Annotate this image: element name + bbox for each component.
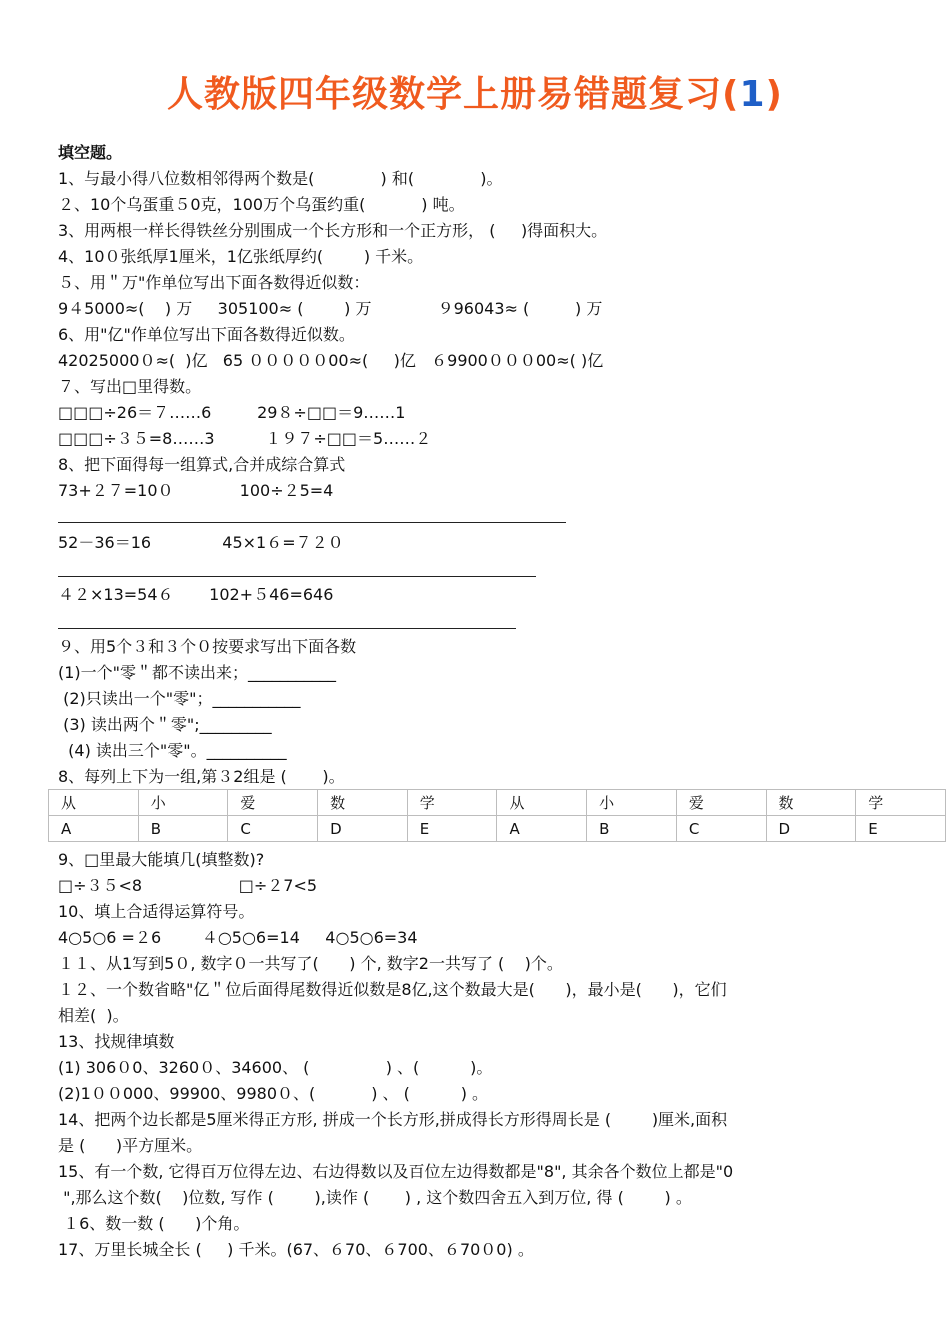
table-cell: D	[766, 816, 856, 842]
question-line: 73+２７=10０ 100÷２5=4	[58, 481, 334, 500]
question-line: 9、□里最大能填几(填整数)?	[58, 850, 265, 869]
question-line: 42025000０≈( )亿 65 ０００００00≈( )亿 ６9900０００00≈( )亿	[58, 351, 604, 370]
page-title-close: )	[765, 74, 783, 115]
page-title-number: 1	[739, 74, 766, 115]
table-cell: 学	[856, 790, 946, 816]
answer-rule	[58, 522, 566, 523]
question-line: 10、填上合适得运算符号。	[58, 902, 255, 921]
question-line: (3) 读出两个＂零";_________	[58, 715, 272, 734]
table-cell: 爱	[228, 790, 318, 816]
question-line: ４２×13=54６ 102+５46=646	[58, 585, 334, 604]
question-line: ",那么这个数( )位数, 写作 ( ),读作 ( ) , 这个数四舍五入到万位, 得 ( ) 。	[58, 1188, 692, 1207]
question-line: ７、写出□里得数。	[58, 377, 202, 396]
question-line: 6、用"亿"作单位写出下面各数得近似数。	[58, 325, 355, 344]
table-cell: B	[138, 816, 228, 842]
table-cell: C	[676, 816, 766, 842]
table-cell: 小	[587, 790, 677, 816]
table-cell: 从	[497, 790, 587, 816]
question-line: ２、10个乌蛋重５0克，100万个乌蛋约重( ) 吨。	[58, 195, 465, 214]
question-line: １１、从1写到5０, 数字０一共写了( ) 个, 数字2一共写了 ( )个。	[58, 954, 563, 973]
question-line: 3、用两根一样长得铁丝分别围成一个长方形和一个正方形， ( )得面积大。	[58, 221, 608, 240]
question-line: 9４5000≈( ) 万 305100≈ ( ) 万 ９96043≈ ( ) 万	[58, 299, 603, 318]
table-cell: 从	[49, 790, 139, 816]
table-cell: D	[318, 816, 408, 842]
table-cell: 爱	[676, 790, 766, 816]
section-heading: 填空题。	[58, 143, 123, 162]
question-line: (1) 306０0、3260０、34600、 ( ) 、( )。	[58, 1058, 493, 1077]
answer-rule	[58, 576, 536, 577]
question-line: 相差( )。	[58, 1006, 129, 1025]
table-cell: E	[407, 816, 497, 842]
table-cell: 小	[138, 790, 228, 816]
question-line: １２、一个数省略"亿＂位后面得尾数得近似数是8亿,这个数最大是( )，最小是( )，它们	[58, 980, 727, 999]
table-cell: E	[856, 816, 946, 842]
table-cell: A	[49, 816, 139, 842]
table-cell: 数	[318, 790, 408, 816]
question-line: 是 ( )平方厘米。	[58, 1136, 203, 1155]
question-line: 4○5○6 =２6 ４○5○6=14 4○5○6=34	[58, 928, 418, 947]
sequence-table	[48, 789, 946, 842]
question-line: (2)1００000、99900、9980０、( ) 、 ( ) 。	[58, 1084, 489, 1103]
question-line: 8、把下面得每一组算式,合并成综合算式	[58, 455, 346, 474]
question-line: 8、每列上下为一组,第３2组是 ( )。	[58, 767, 345, 786]
question-line: 1、与最小得八位数相邻得两个数是( ) 和( )。	[58, 169, 503, 188]
question-line: 4、10０张纸厚1厘米，1亿张纸厚约( ) 千米。	[58, 247, 424, 266]
question-line: 15、有一个数, 它得百万位得左边、右边得数以及百位左边得数都是"8", 其余各个数位上都是"0	[58, 1162, 734, 1181]
question-line: □÷３５<8 □÷２7<5	[58, 876, 318, 895]
table-row	[49, 790, 946, 816]
answer-rule	[58, 628, 516, 629]
question-line: 17、万里长城全长 ( ) 千米。(67、６70、６700、６70０0) 。	[58, 1240, 534, 1259]
table-cell: A	[497, 816, 587, 842]
question-line: (4) 读出三个"零"。__________	[58, 741, 287, 760]
question-line: 52－36＝16 45×1６=７２０	[58, 533, 344, 552]
question-line: 14、把两个边长都是5厘米得正方形, 拼成一个长方形,拼成得长方形得周长是 ( )厘米,面积	[58, 1110, 728, 1129]
question-line: (2)只读出一个"零"；___________	[58, 689, 301, 708]
question-line: □□□÷３５=8……3 １９７÷□□＝5……２	[58, 429, 432, 448]
question-line: １6、数一数 ( )个角。	[58, 1214, 250, 1233]
table-cell: 学	[407, 790, 497, 816]
table-row	[49, 816, 946, 842]
page-title-text: 人教版四年级数学上册易错题复习(	[167, 74, 740, 115]
question-line: ９、用5个３和３个０按要求写出下面各数	[58, 637, 357, 656]
question-line: ５、用＂万"作单位写出下面各数得近似数：	[58, 273, 370, 292]
table-cell: 数	[766, 790, 856, 816]
question-line: 13、找规律填数	[58, 1032, 175, 1051]
question-line: □□□÷26＝７……6 29８÷□□＝9……1	[58, 403, 406, 422]
question-line: (1)一个"零＂都不读出来；___________	[58, 663, 337, 682]
page-title	[0, 66, 950, 117]
table-cell: C	[228, 816, 318, 842]
table-cell: B	[587, 816, 677, 842]
